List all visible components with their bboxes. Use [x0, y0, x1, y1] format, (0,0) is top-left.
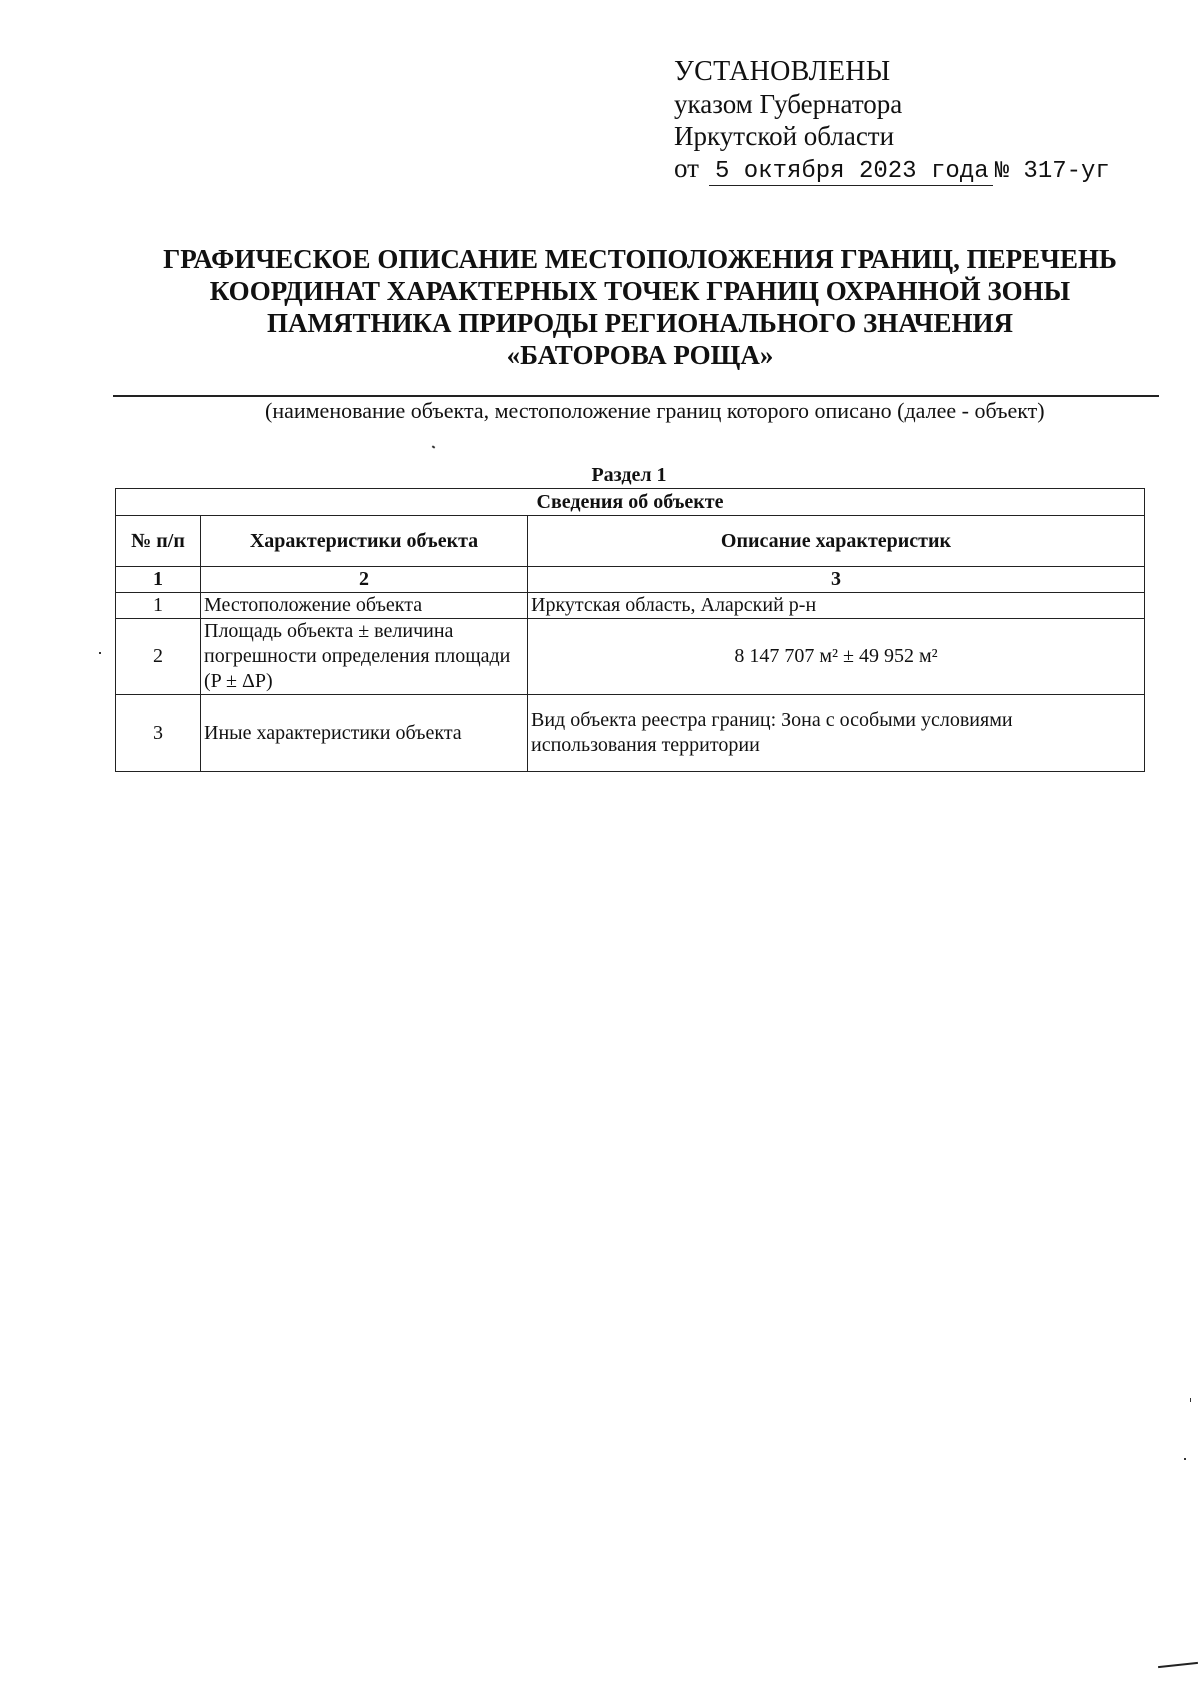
row-characteristic: Иные характеристики объекта: [201, 695, 528, 772]
row-num: 2: [116, 619, 201, 695]
header-characteristic: Характеристики объекта: [201, 516, 528, 567]
table-caption: Сведения об объекте: [116, 489, 1145, 516]
title-caption: (наименование объекта, местоположение границ которого описано (далее - объект): [265, 398, 1045, 423]
approval-date-line: [674, 152, 1110, 188]
title-line-1: ГРАФИЧЕСКОЕ ОПИСАНИЕ МЕСТОПОЛОЖЕНИЯ ГРАНИЦ, ПЕРЕЧЕНЬ: [163, 244, 1117, 274]
title-line-3: ПАМЯТНИКА ПРИРОДЫ РЕГИОНАЛЬНОГО ЗНАЧЕНИЯ: [266, 308, 1014, 338]
column-number: 3: [528, 567, 1145, 593]
date-prefix: от: [674, 153, 699, 183]
title-underline: [113, 395, 1159, 397]
table-row: [116, 619, 1145, 695]
decree-number: № 317-уг: [994, 158, 1110, 185]
table-row: [116, 593, 1145, 619]
table-row: [116, 695, 1145, 772]
row-num: 1: [116, 593, 201, 619]
column-number: 2: [201, 567, 528, 593]
approval-status: УСТАНОВЛЕНЫ: [674, 56, 891, 87]
approval-region: Иркутской области: [674, 121, 895, 151]
document-title: [110, 243, 1170, 371]
row-description: 8 147 707 м² ± 49 952 м²: [528, 619, 1145, 695]
title-line-4: «БАТОРОВА РОЩА»: [506, 340, 774, 370]
table-header-row: [116, 516, 1145, 567]
scan-speck: [432, 445, 436, 448]
row-description: Вид объекта реестра границ: Зона с особыми условиями использования территории: [528, 695, 1145, 772]
scan-speck: [1184, 1458, 1186, 1460]
section-title: Раздел 1: [591, 464, 667, 486]
row-description: Иркутская область, Аларский р-н: [528, 593, 1145, 619]
table-caption-row: [116, 489, 1145, 516]
approval-block: [674, 56, 1110, 188]
object-info-table: [115, 488, 1145, 772]
scan-speck: [1190, 1398, 1191, 1402]
scan-speck: [99, 652, 101, 654]
margin-stroke: [1158, 1662, 1198, 1668]
row-characteristic: Местоположение объекта: [201, 593, 528, 619]
header-num: № п/п: [116, 516, 201, 567]
decree-date: 5 октября 2023 года: [709, 159, 993, 186]
row-num: 3: [116, 695, 201, 772]
column-number: 1: [116, 567, 201, 593]
title-line-2: КООРДИНАТ ХАРАКТЕРНЫХ ТОЧЕК ГРАНИЦ ОХРАННОЙ ЗОНЫ: [209, 276, 1071, 306]
approval-authority: указом Губернатора: [674, 89, 903, 119]
column-number-row: [116, 567, 1145, 593]
header-description: Описание характеристик: [528, 516, 1145, 567]
row-characteristic: Площадь объекта ± величина погрешности определения площади (P ± ΔP): [201, 619, 528, 695]
